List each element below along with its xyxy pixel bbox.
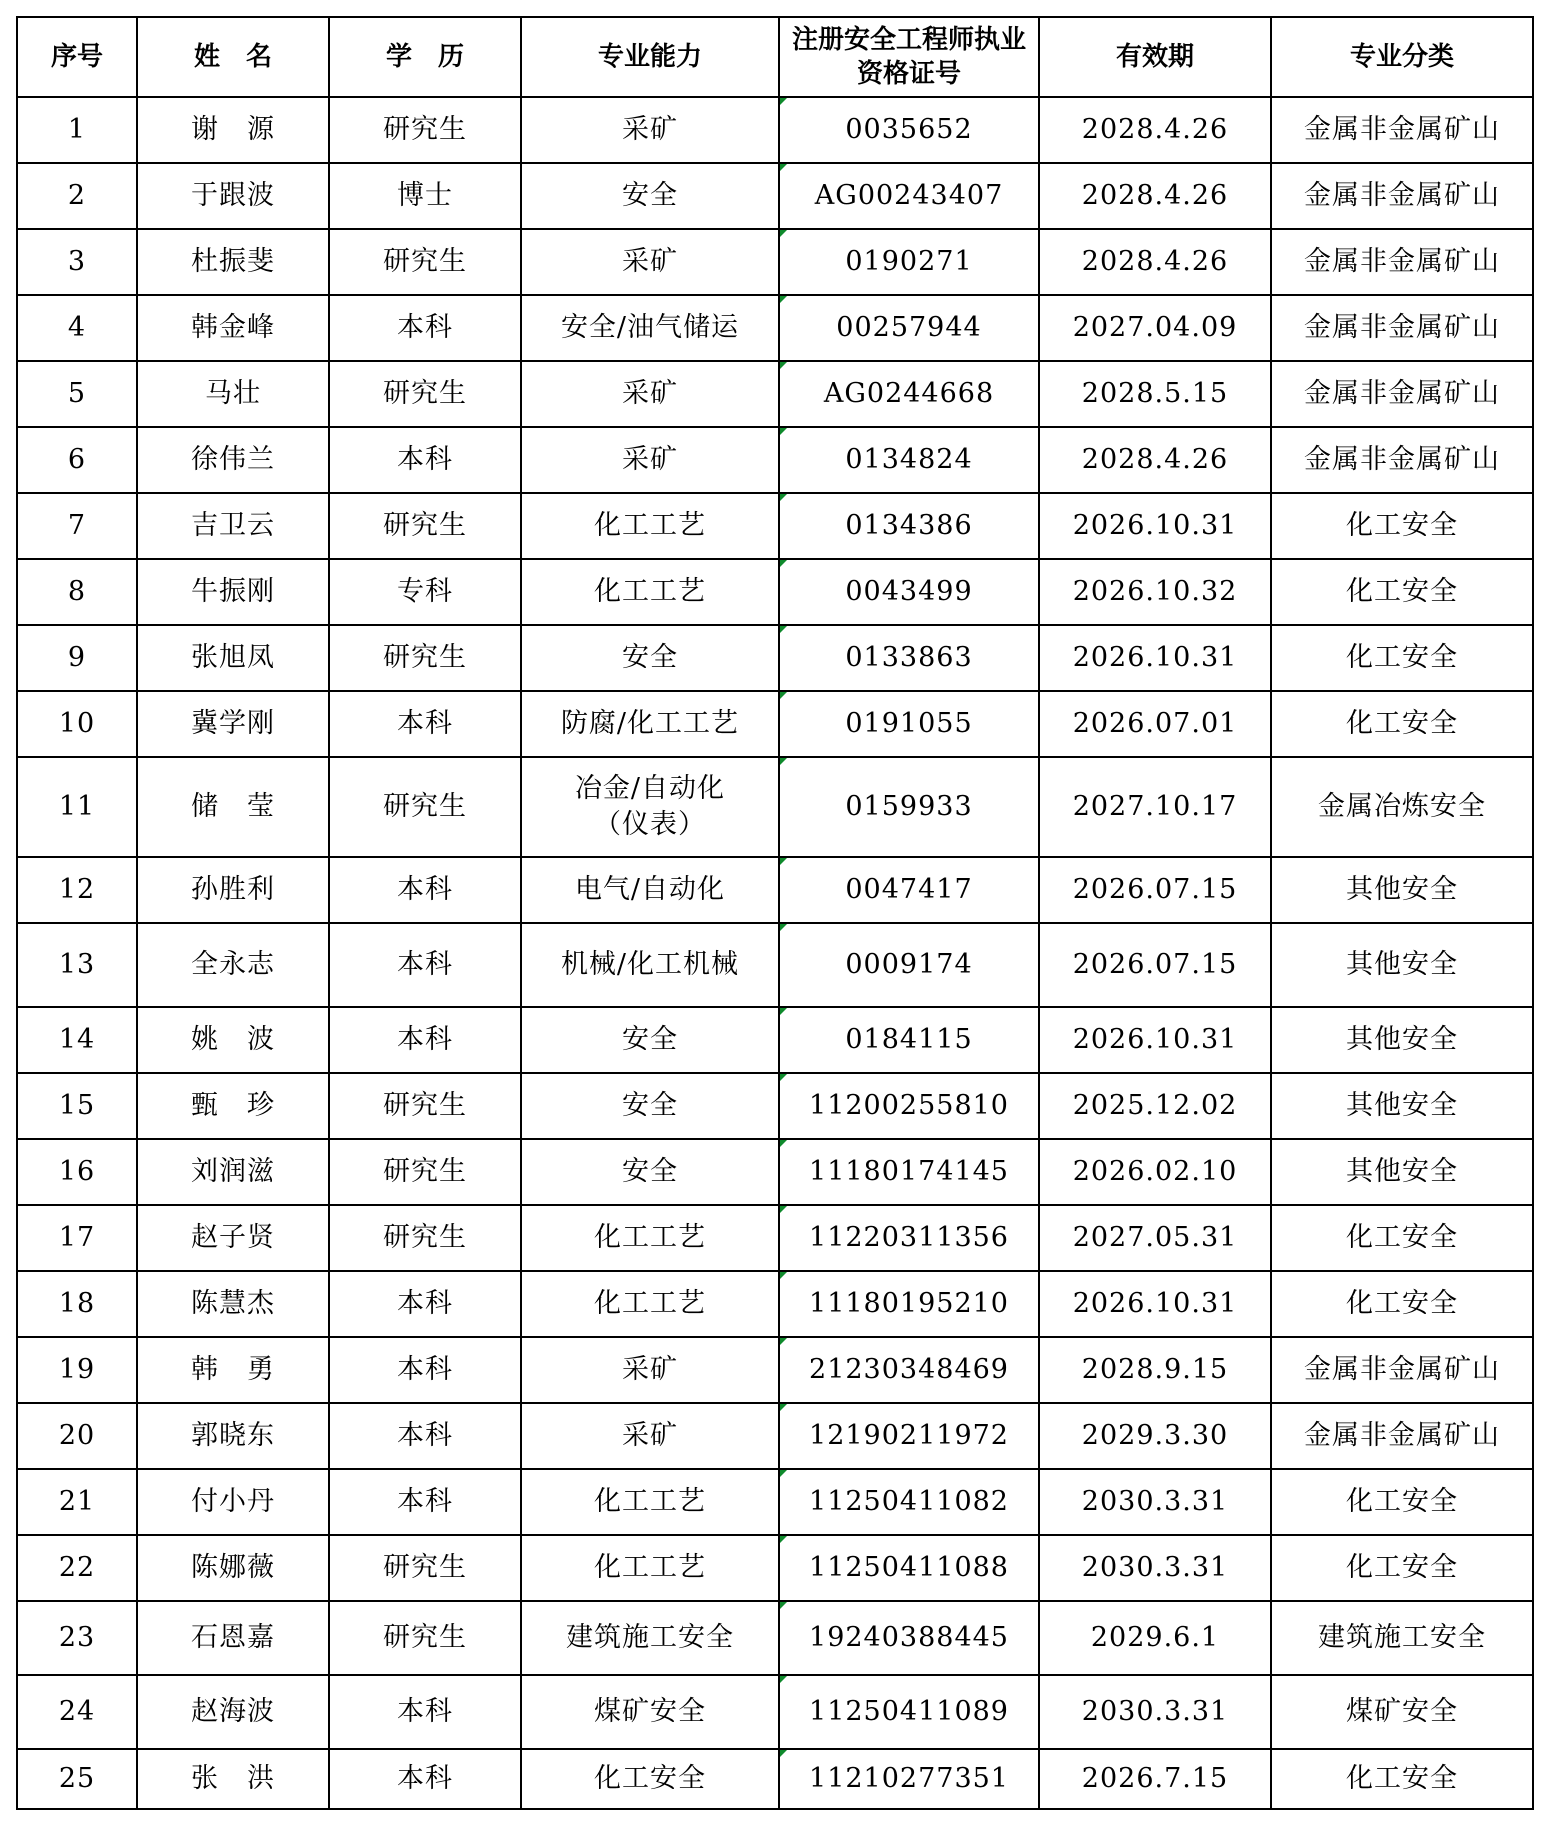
cell-category: 化工安全 xyxy=(1271,625,1533,691)
cell-category: 金属冶炼安全 xyxy=(1271,757,1533,857)
cell-category: 化工安全 xyxy=(1271,1205,1533,1271)
cell-validity: 2030.3.31 xyxy=(1039,1675,1271,1749)
cell-education: 本科 xyxy=(329,1271,521,1337)
cell-index: 12 xyxy=(17,857,137,923)
table-row xyxy=(17,1403,1533,1469)
cell-specialty: 建筑施工安全 xyxy=(521,1601,779,1675)
cell-education: 研究生 xyxy=(329,1601,521,1675)
cell-certificate-number: 0134824 xyxy=(779,427,1039,493)
cell-category: 化工安全 xyxy=(1271,1749,1533,1809)
cell-certificate-number: AG0244668 xyxy=(779,361,1039,427)
cell-validity: 2030.3.31 xyxy=(1039,1469,1271,1535)
cell-index: 15 xyxy=(17,1073,137,1139)
cell-name: 赵海波 xyxy=(137,1675,329,1749)
cell-certificate-number: 0035652 xyxy=(779,97,1039,163)
table-row xyxy=(17,1139,1533,1205)
cell-index: 17 xyxy=(17,1205,137,1271)
cell-category: 化工安全 xyxy=(1271,1535,1533,1601)
table-row xyxy=(17,1675,1533,1749)
cell-validity: 2028.5.15 xyxy=(1039,361,1271,427)
cell-category: 其他安全 xyxy=(1271,923,1533,1007)
cell-category: 其他安全 xyxy=(1271,1073,1533,1139)
table-row xyxy=(17,97,1533,163)
cell-validity: 2026.10.32 xyxy=(1039,559,1271,625)
cell-category: 其他安全 xyxy=(1271,1139,1533,1205)
cell-validity: 2028.4.26 xyxy=(1039,97,1271,163)
cell-name: 孙胜利 xyxy=(137,857,329,923)
cell-index: 23 xyxy=(17,1601,137,1675)
cell-validity: 2026.07.15 xyxy=(1039,857,1271,923)
cell-category: 其他安全 xyxy=(1271,857,1533,923)
cell-certificate-number: 0043499 xyxy=(779,559,1039,625)
table-row xyxy=(17,691,1533,757)
cell-index: 19 xyxy=(17,1337,137,1403)
cell-specialty: 防腐/化工工艺 xyxy=(521,691,779,757)
cell-certificate-number: 11250411089 xyxy=(779,1675,1039,1749)
cell-name: 姚 波 xyxy=(137,1007,329,1073)
header-certificate-number-text: 注册安全工程师执业资格证号 xyxy=(791,25,1026,89)
cell-certificate-number: 0191055 xyxy=(779,691,1039,757)
cell-category: 煤矿安全 xyxy=(1271,1675,1533,1749)
cell-category: 金属非金属矿山 xyxy=(1271,1403,1533,1469)
cell-education: 本科 xyxy=(329,691,521,757)
cell-category: 化工安全 xyxy=(1271,1469,1533,1535)
cell-category: 建筑施工安全 xyxy=(1271,1601,1533,1675)
table-row xyxy=(17,1073,1533,1139)
engineer-roster-table xyxy=(16,16,1534,1810)
cell-certificate-number: AG00243407 xyxy=(779,163,1039,229)
cell-certificate-number: 21230348469 xyxy=(779,1337,1039,1403)
table-row xyxy=(17,757,1533,857)
cell-index: 21 xyxy=(17,1469,137,1535)
cell-validity: 2029.3.30 xyxy=(1039,1403,1271,1469)
cell-education: 研究生 xyxy=(329,757,521,857)
cell-specialty: 采矿 xyxy=(521,97,779,163)
cell-certificate-number: 11180174145 xyxy=(779,1139,1039,1205)
cell-name: 韩 勇 xyxy=(137,1337,329,1403)
cell-specialty: 采矿 xyxy=(521,361,779,427)
cell-education: 研究生 xyxy=(329,493,521,559)
table-row xyxy=(17,857,1533,923)
header-education: 学 历 xyxy=(329,17,521,97)
table-row xyxy=(17,625,1533,691)
cell-education: 研究生 xyxy=(329,1535,521,1601)
cell-name: 陈慧杰 xyxy=(137,1271,329,1337)
cell-index: 20 xyxy=(17,1403,137,1469)
cell-index: 7 xyxy=(17,493,137,559)
cell-specialty: 化工工艺 xyxy=(521,493,779,559)
cell-index: 6 xyxy=(17,427,137,493)
cell-specialty: 电气/自动化 xyxy=(521,857,779,923)
cell-validity: 2030.3.31 xyxy=(1039,1535,1271,1601)
header-name: 姓 名 xyxy=(137,17,329,97)
cell-name: 马壮 xyxy=(137,361,329,427)
cell-specialty: 化工工艺 xyxy=(521,559,779,625)
cell-specialty: 采矿 xyxy=(521,1337,779,1403)
cell-index: 13 xyxy=(17,923,137,1007)
cell-certificate-number: 11250411088 xyxy=(779,1535,1039,1601)
cell-index: 5 xyxy=(17,361,137,427)
table-row xyxy=(17,493,1533,559)
cell-validity: 2026.10.31 xyxy=(1039,625,1271,691)
cell-index: 4 xyxy=(17,295,137,361)
cell-specialty: 机械/化工机械 xyxy=(521,923,779,1007)
cell-education: 本科 xyxy=(329,1337,521,1403)
cell-index: 8 xyxy=(17,559,137,625)
cell-specialty: 化工工艺 xyxy=(521,1535,779,1601)
cell-index: 14 xyxy=(17,1007,137,1073)
cell-name: 郭晓东 xyxy=(137,1403,329,1469)
cell-certificate-number: 0159933 xyxy=(779,757,1039,857)
cell-validity: 2026.10.31 xyxy=(1039,1271,1271,1337)
cell-name: 韩金峰 xyxy=(137,295,329,361)
cell-category: 金属非金属矿山 xyxy=(1271,163,1533,229)
table-row xyxy=(17,923,1533,1007)
cell-certificate-number: 0190271 xyxy=(779,229,1039,295)
cell-category: 金属非金属矿山 xyxy=(1271,229,1533,295)
cell-validity: 2026.10.31 xyxy=(1039,493,1271,559)
table-row xyxy=(17,1535,1533,1601)
cell-name: 甄 珍 xyxy=(137,1073,329,1139)
cell-certificate-number: 11220311356 xyxy=(779,1205,1039,1271)
cell-name: 冀学刚 xyxy=(137,691,329,757)
cell-validity: 2026.7.15 xyxy=(1039,1749,1271,1809)
cell-education: 本科 xyxy=(329,857,521,923)
cell-validity: 2028.4.26 xyxy=(1039,163,1271,229)
cell-index: 10 xyxy=(17,691,137,757)
cell-name: 陈娜薇 xyxy=(137,1535,329,1601)
cell-name: 牛振刚 xyxy=(137,559,329,625)
cell-index: 24 xyxy=(17,1675,137,1749)
table-row xyxy=(17,1337,1533,1403)
cell-certificate-number: 0009174 xyxy=(779,923,1039,1007)
cell-education: 研究生 xyxy=(329,361,521,427)
cell-certificate-number: 11200255810 xyxy=(779,1073,1039,1139)
cell-certificate-number: 0047417 xyxy=(779,857,1039,923)
cell-category: 化工安全 xyxy=(1271,493,1533,559)
cell-name: 徐伟兰 xyxy=(137,427,329,493)
cell-category: 金属非金属矿山 xyxy=(1271,1337,1533,1403)
cell-index: 1 xyxy=(17,97,137,163)
cell-validity: 2025.12.02 xyxy=(1039,1073,1271,1139)
cell-validity: 2027.04.09 xyxy=(1039,295,1271,361)
cell-certificate-number: 0134386 xyxy=(779,493,1039,559)
cell-education: 本科 xyxy=(329,1469,521,1535)
cell-validity: 2027.10.17 xyxy=(1039,757,1271,857)
header-index: 序号 xyxy=(17,17,137,97)
cell-specialty-text: 冶金/自动化（仪表） xyxy=(574,773,726,840)
cell-validity: 2029.6.1 xyxy=(1039,1601,1271,1675)
cell-specialty: 安全 xyxy=(521,1073,779,1139)
cell-validity: 2026.02.10 xyxy=(1039,1139,1271,1205)
cell-education: 研究生 xyxy=(329,625,521,691)
cell-category: 化工安全 xyxy=(1271,691,1533,757)
cell-name: 杜振斐 xyxy=(137,229,329,295)
cell-education: 研究生 xyxy=(329,229,521,295)
table-row xyxy=(17,559,1533,625)
cell-education: 研究生 xyxy=(329,1139,521,1205)
table-row xyxy=(17,1469,1533,1535)
cell-specialty: 安全 xyxy=(521,1139,779,1205)
cell-specialty: 化工工艺 xyxy=(521,1271,779,1337)
cell-name: 吉卫云 xyxy=(137,493,329,559)
cell-education: 本科 xyxy=(329,1675,521,1749)
cell-specialty: 安全 xyxy=(521,1007,779,1073)
cell-education: 研究生 xyxy=(329,1073,521,1139)
cell-certificate-number: 0133863 xyxy=(779,625,1039,691)
cell-validity: 2026.07.15 xyxy=(1039,923,1271,1007)
cell-education: 本科 xyxy=(329,427,521,493)
cell-certificate-number: 11210277351 xyxy=(779,1749,1039,1809)
cell-specialty: 安全 xyxy=(521,625,779,691)
cell-name: 石恩嘉 xyxy=(137,1601,329,1675)
cell-education: 博士 xyxy=(329,163,521,229)
cell-specialty: 化工工艺 xyxy=(521,1205,779,1271)
table-row xyxy=(17,163,1533,229)
cell-index: 3 xyxy=(17,229,137,295)
cell-category: 化工安全 xyxy=(1271,559,1533,625)
cell-index: 9 xyxy=(17,625,137,691)
table-row xyxy=(17,229,1533,295)
cell-certificate-number: 19240388445 xyxy=(779,1601,1039,1675)
cell-specialty: 采矿 xyxy=(521,427,779,493)
cell-education: 专科 xyxy=(329,559,521,625)
cell-education: 研究生 xyxy=(329,97,521,163)
table-row xyxy=(17,361,1533,427)
header-specialty: 专业能力 xyxy=(521,17,779,97)
header-row xyxy=(17,17,1533,97)
cell-category: 金属非金属矿山 xyxy=(1271,295,1533,361)
cell-certificate-number: 12190211972 xyxy=(779,1403,1039,1469)
cell-education: 本科 xyxy=(329,295,521,361)
table-row xyxy=(17,295,1533,361)
table-row xyxy=(17,1601,1533,1675)
cell-category: 金属非金属矿山 xyxy=(1271,97,1533,163)
header-validity: 有效期 xyxy=(1039,17,1271,97)
cell-certificate-number: 00257944 xyxy=(779,295,1039,361)
cell-name: 张 洪 xyxy=(137,1749,329,1809)
header-certificate-number xyxy=(779,17,1039,97)
table-row xyxy=(17,1271,1533,1337)
cell-specialty: 化工安全 xyxy=(521,1749,779,1809)
cell-name: 储 莹 xyxy=(137,757,329,857)
table-row xyxy=(17,1205,1533,1271)
cell-validity: 2026.07.01 xyxy=(1039,691,1271,757)
cell-name: 付小丹 xyxy=(137,1469,329,1535)
cell-category: 其他安全 xyxy=(1271,1007,1533,1073)
cell-certificate-number: 0184115 xyxy=(779,1007,1039,1073)
table-row xyxy=(17,1749,1533,1809)
cell-name: 于跟波 xyxy=(137,163,329,229)
cell-education: 研究生 xyxy=(329,1205,521,1271)
cell-category: 化工安全 xyxy=(1271,1271,1533,1337)
cell-name: 赵子贤 xyxy=(137,1205,329,1271)
table-row xyxy=(17,1007,1533,1073)
cell-index: 2 xyxy=(17,163,137,229)
cell-index: 11 xyxy=(17,757,137,857)
cell-specialty: 采矿 xyxy=(521,229,779,295)
cell-education: 本科 xyxy=(329,923,521,1007)
cell-category: 金属非金属矿山 xyxy=(1271,361,1533,427)
cell-education: 本科 xyxy=(329,1007,521,1073)
cell-validity: 2028.4.26 xyxy=(1039,229,1271,295)
cell-name: 刘润滋 xyxy=(137,1139,329,1205)
cell-education: 本科 xyxy=(329,1749,521,1809)
cell-specialty: 安全/油气储运 xyxy=(521,295,779,361)
cell-validity: 2028.4.26 xyxy=(1039,427,1271,493)
cell-validity: 2026.10.31 xyxy=(1039,1007,1271,1073)
cell-certificate-number: 11250411082 xyxy=(779,1469,1039,1535)
cell-index: 22 xyxy=(17,1535,137,1601)
cell-validity: 2027.05.31 xyxy=(1039,1205,1271,1271)
cell-index: 25 xyxy=(17,1749,137,1809)
cell-name: 谢 源 xyxy=(137,97,329,163)
table-row xyxy=(17,427,1533,493)
cell-certificate-number: 11180195210 xyxy=(779,1271,1039,1337)
header-category: 专业分类 xyxy=(1271,17,1533,97)
cell-index: 18 xyxy=(17,1271,137,1337)
cell-index: 16 xyxy=(17,1139,137,1205)
cell-category: 金属非金属矿山 xyxy=(1271,427,1533,493)
cell-education: 本科 xyxy=(329,1403,521,1469)
cell-specialty: 煤矿安全 xyxy=(521,1675,779,1749)
cell-name: 张旭凤 xyxy=(137,625,329,691)
cell-validity: 2028.9.15 xyxy=(1039,1337,1271,1403)
cell-name: 全永志 xyxy=(137,923,329,1007)
cell-specialty xyxy=(521,757,779,857)
cell-specialty: 安全 xyxy=(521,163,779,229)
cell-specialty: 采矿 xyxy=(521,1403,779,1469)
cell-specialty: 化工工艺 xyxy=(521,1469,779,1535)
